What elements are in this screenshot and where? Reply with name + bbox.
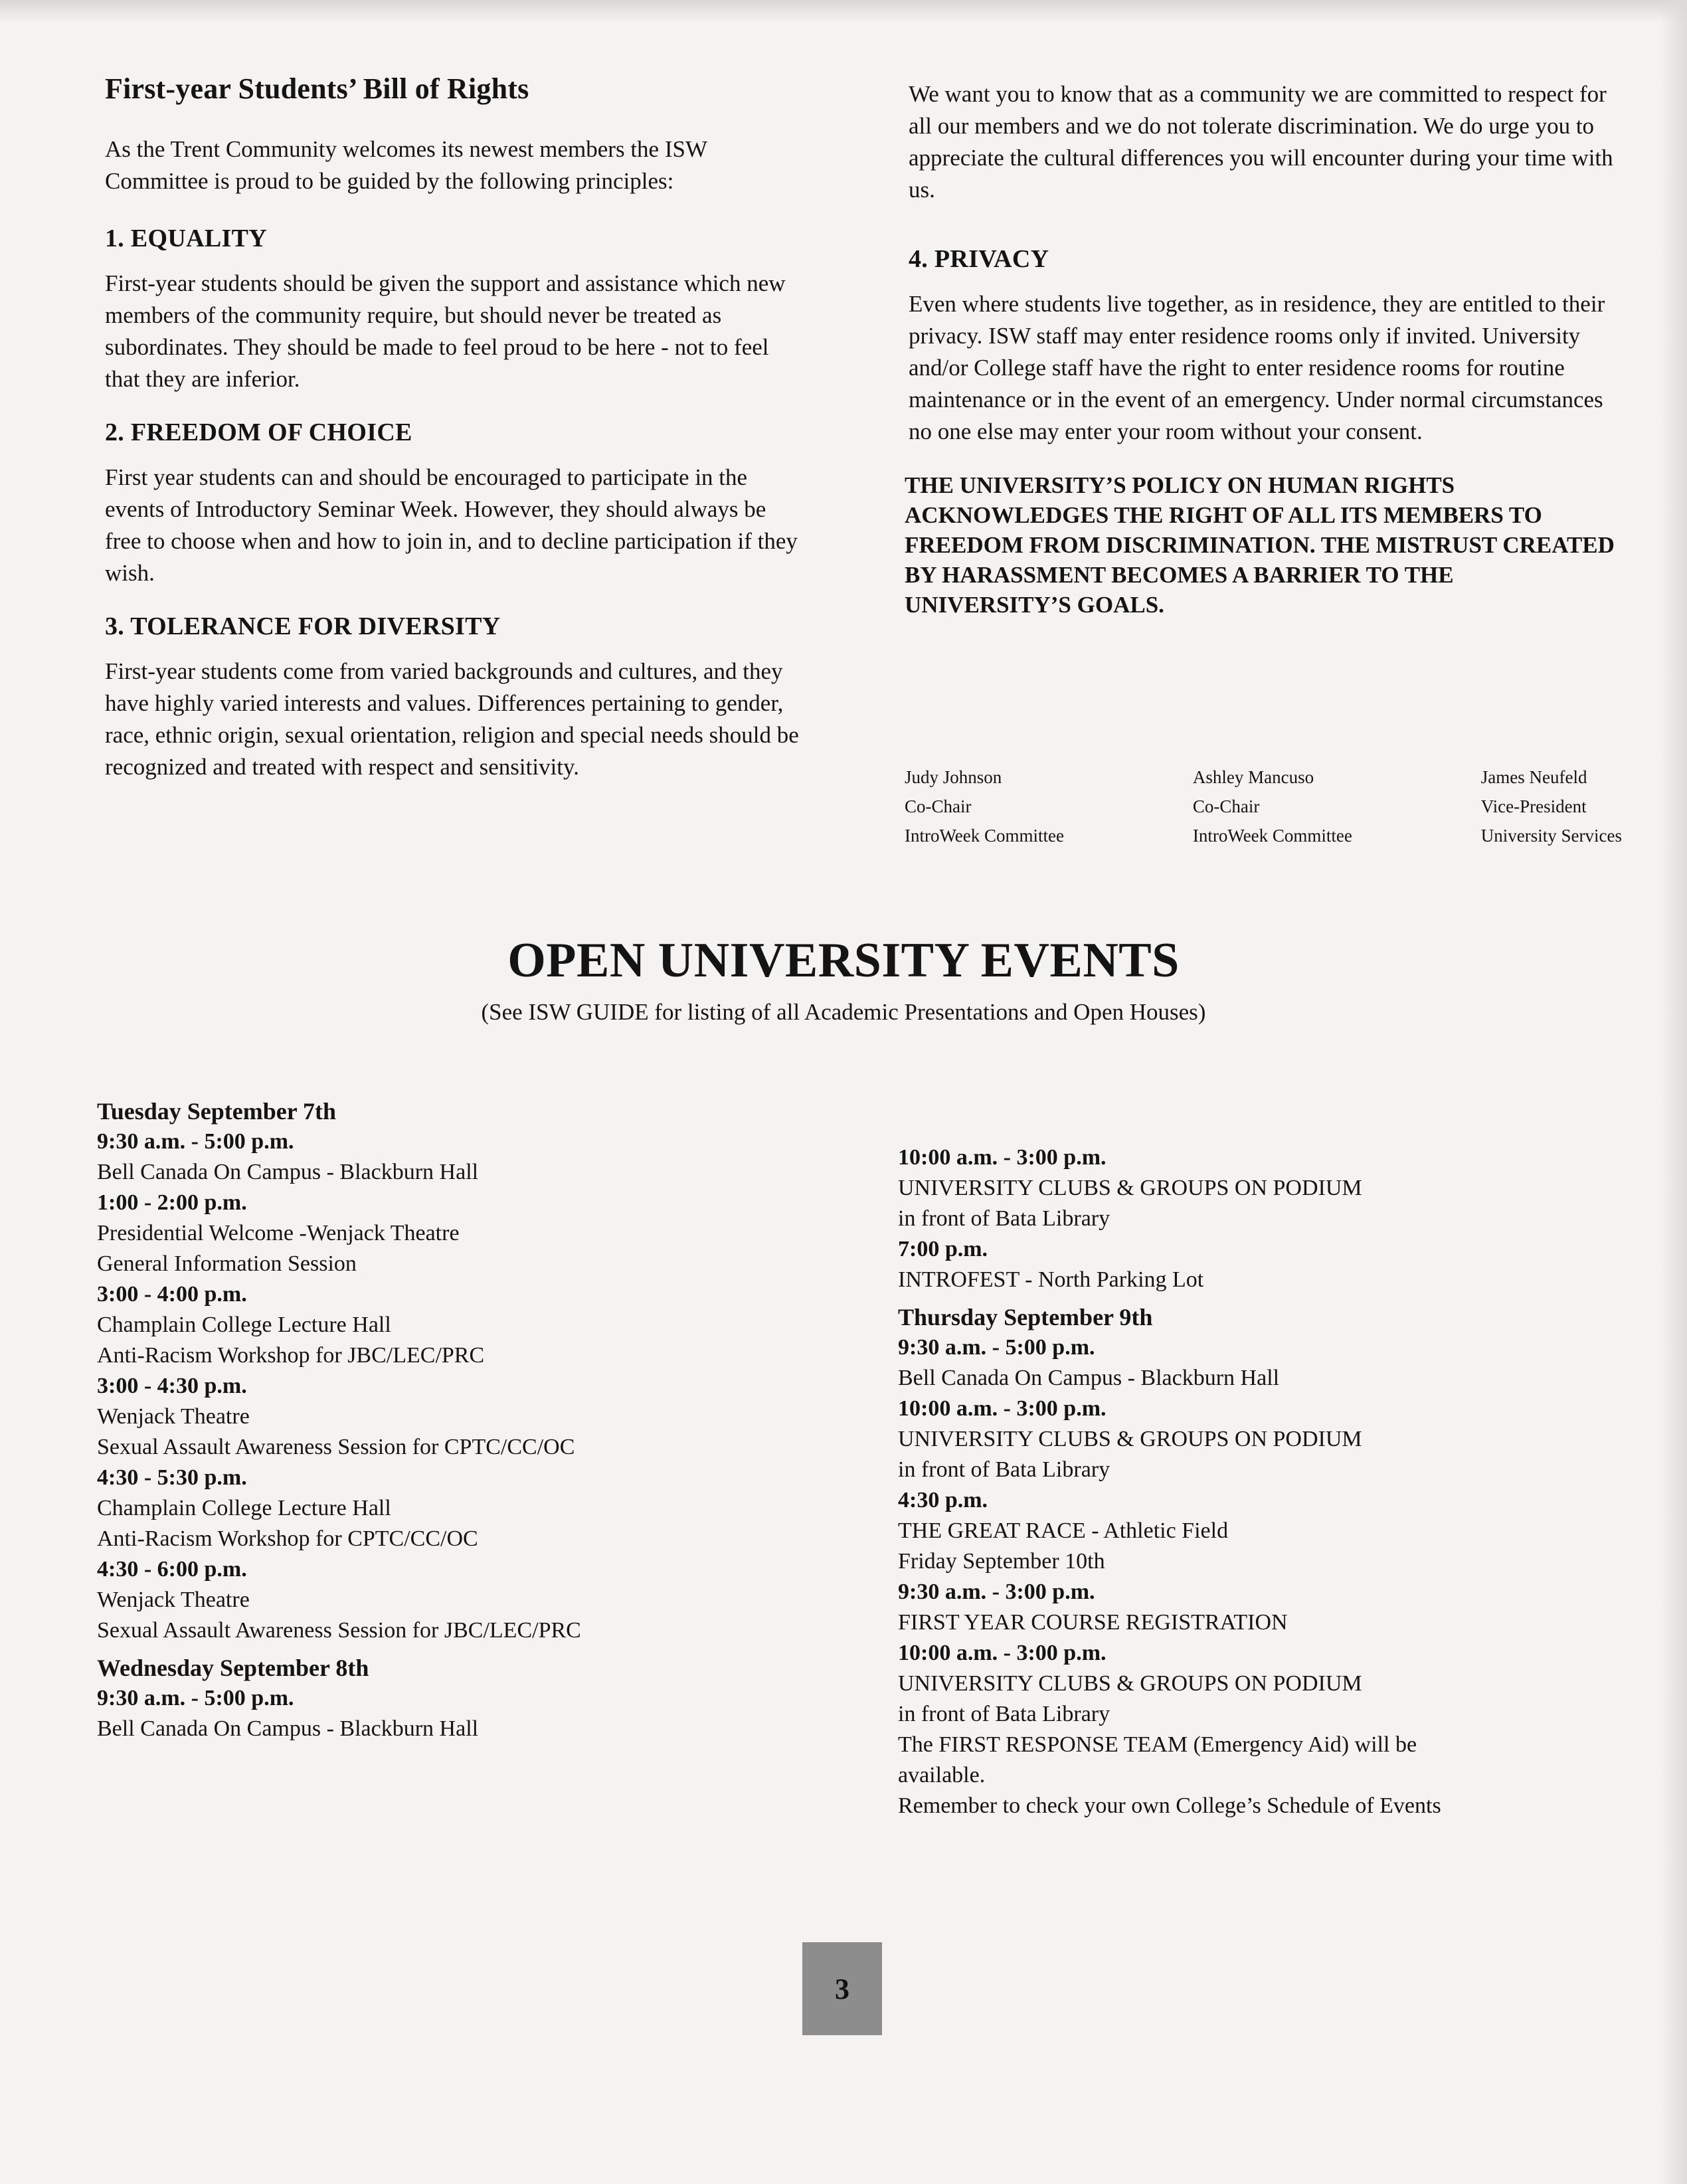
- event-detail: INTROFEST - North Parking Lot: [898, 1267, 1204, 1292]
- signatory: [1481, 763, 1622, 850]
- events-title: OPEN UNIVERSITY EVENTS: [507, 933, 1180, 988]
- section-text-equality: First-year students should be given the support and assistance which new members of the community require, but should never be treated as subordinates. They should be made to feel proud to be here - not to feel that they are inferior.: [105, 270, 786, 392]
- event-detail: Wenjack Theatre: [97, 1588, 250, 1612]
- event-detail: Presidential Welcome -Wenjack Theatre: [97, 1221, 460, 1245]
- event-detail: General Information Session: [97, 1251, 357, 1276]
- event-detail: Anti-Racism Workshop for CPTC/CC/OC: [97, 1526, 478, 1551]
- page-edge-shadow-top: [0, 0, 1687, 23]
- signatory-role: Co-Chair: [1192, 796, 1260, 816]
- bill-of-rights-left-column: [101, 72, 805, 806]
- signatories: [905, 763, 1622, 850]
- event-detail: UNIVERSITY CLUBS & GROUPS ON PODIUM: [898, 1427, 1362, 1451]
- event-time: 4:30 - 5:30 p.m.: [97, 1465, 247, 1490]
- events-subtitle: (See ISW GUIDE for listing of all Academic Presentations and Open Houses): [481, 999, 1206, 1025]
- event-detail: FIRST YEAR COURSE REGISTRATION: [898, 1610, 1288, 1635]
- section-heading-freedom-of-choice: 2. FREEDOM OF CHOICE: [105, 418, 412, 446]
- event-detail: UNIVERSITY CLUBS & GROUPS ON PODIUM: [898, 1671, 1362, 1696]
- signatory-name: Ashley Mancuso: [1192, 767, 1314, 787]
- event-time: 9:30 a.m. - 5:00 p.m.: [97, 1129, 294, 1154]
- event-time: 9:30 a.m. - 5:00 p.m.: [898, 1335, 1095, 1360]
- event-day-heading: Thursday September 9th: [898, 1304, 1153, 1330]
- bill-of-rights-right-column: [905, 78, 1615, 620]
- event-time: 9:30 a.m. - 3:00 p.m.: [898, 1580, 1095, 1604]
- signatory-role: Vice-President: [1480, 796, 1587, 816]
- signatory-org: IntroWeek Committee: [905, 826, 1065, 846]
- event-time: 10:00 a.m. - 3:00 p.m.: [898, 1641, 1107, 1665]
- event-time: 10:00 a.m. - 3:00 p.m.: [898, 1145, 1107, 1170]
- section-heading-privacy: 4. PRIVACY: [909, 245, 1049, 273]
- event-detail: Champlain College Lecture Hall: [97, 1496, 391, 1520]
- event-detail: Bell Canada On Campus - Blackburn Hall: [898, 1366, 1280, 1390]
- event-time: 7:00 p.m.: [898, 1237, 988, 1261]
- event-time: 4:30 p.m.: [898, 1488, 988, 1512]
- section-text-freedom-of-choice: First year students can and should be encouraged to participate in the events of Introductory Seminar Week. However, they should always be free to choose when and how to join in, and to decline participation if they wish.: [105, 464, 798, 586]
- page-number: 3: [835, 1972, 849, 2005]
- event-detail: in front of Bata Library: [898, 1457, 1110, 1482]
- event-detail: in front of Bata Library: [898, 1206, 1110, 1231]
- signatory-name: Judy Johnson: [905, 767, 1002, 787]
- signatory-org: University Services: [1480, 826, 1622, 846]
- event-time: 3:00 - 4:30 p.m.: [97, 1374, 247, 1398]
- section-heading-tolerance: 3. TOLERANCE FOR DIVERSITY: [105, 612, 501, 640]
- section-text-privacy: Even where students live together, as in residence, they are entitled to their privacy. ISW staff may enter residence rooms only if invited. University and/or College staff have the right to enter residence rooms for routine maintenance or in the event of an emergency. Under normal circumstances no one else may enter your room without your consent.: [909, 291, 1605, 444]
- section-heading-equality: 1. EQUALITY: [105, 225, 268, 252]
- event-detail: Remember to check your own College’s Schedule of Events: [898, 1793, 1441, 1818]
- bill-intro-paragraph: As the Trent Community welcomes its newest members the ISW Committee is proud to be guided by the following principles:: [105, 136, 707, 194]
- event-detail: available.: [898, 1763, 986, 1787]
- page-edge-shadow-right: [1660, 0, 1687, 2184]
- event-time: 1:00 - 2:00 p.m.: [97, 1190, 247, 1215]
- event-detail: The FIRST RESPONSE TEAM (Emergency Aid) will be: [898, 1732, 1417, 1757]
- event-detail: Champlain College Lecture Hall: [97, 1313, 391, 1337]
- section-text-tolerance: First-year students come from varied backgrounds and cultures, and they have highly varied interests and values. Differences pertaining to gender, race, ethnic origin, sexual orientation, religion and special needs should be recognized and treated with respect and sensitivity.: [105, 658, 799, 780]
- event-day-heading: Wednesday September 8th: [97, 1655, 369, 1681]
- signatory-org: IntroWeek Committee: [1192, 826, 1352, 846]
- event-detail: Friday September 10th: [898, 1549, 1105, 1574]
- event-detail: UNIVERSITY CLUBS & GROUPS ON PODIUM: [898, 1176, 1362, 1200]
- human-rights-policy-statement: THE UNIVERSITY’S POLICY ON HUMAN RIGHTS ACKNOWLEDGES THE RIGHT OF ALL ITS MEMBERS TO FREEDOM FROM DISCRIMINATION. THE MISTRUST CREATED BY HARASSMENT BECOMES A BARRIER TO THE UNIVERSITY’S GOALS.: [905, 472, 1615, 618]
- events-right-column: [898, 1142, 1615, 1821]
- signatory-role: Co-Chair: [905, 796, 972, 816]
- event-detail: Sexual Assault Awareness Session for JBC/LEC/PRC: [97, 1618, 581, 1643]
- signatory: [1193, 763, 1352, 850]
- signatory-name: James Neufeld: [1480, 767, 1587, 787]
- event-time: 4:30 - 6:00 p.m.: [97, 1557, 247, 1582]
- event-detail: Anti-Racism Workshop for JBC/LEC/PRC: [97, 1343, 485, 1368]
- event-time: 3:00 - 4:00 p.m.: [97, 1282, 247, 1307]
- event-detail: Bell Canada On Campus - Blackburn Hall: [97, 1716, 479, 1741]
- event-time: 9:30 a.m. - 5:00 p.m.: [97, 1686, 294, 1710]
- events-left-column: [97, 1096, 828, 1744]
- signatory: [905, 763, 1064, 850]
- event-day-heading: Tuesday September 7th: [97, 1098, 337, 1125]
- event-detail: Sexual Assault Awareness Session for CPTC/CC/OC: [97, 1435, 575, 1459]
- event-detail: Wenjack Theatre: [97, 1404, 250, 1429]
- page-number-box: [802, 1942, 882, 2035]
- event-detail: in front of Bata Library: [898, 1702, 1110, 1726]
- event-detail: THE GREAT RACE - Athletic Field: [898, 1518, 1229, 1543]
- event-time: 10:00 a.m. - 3:00 p.m.: [898, 1396, 1107, 1421]
- event-detail: Bell Canada On Campus - Blackburn Hall: [97, 1160, 479, 1184]
- community-statement: We want you to know that as a community we are committed to respect for all our members and we do not tolerate discrimination. We do urge you to appreciate the cultural differences you will encounter during your time with us.: [909, 81, 1613, 203]
- bill-of-rights-title: First-year Students’ Bill of Rights: [105, 72, 529, 105]
